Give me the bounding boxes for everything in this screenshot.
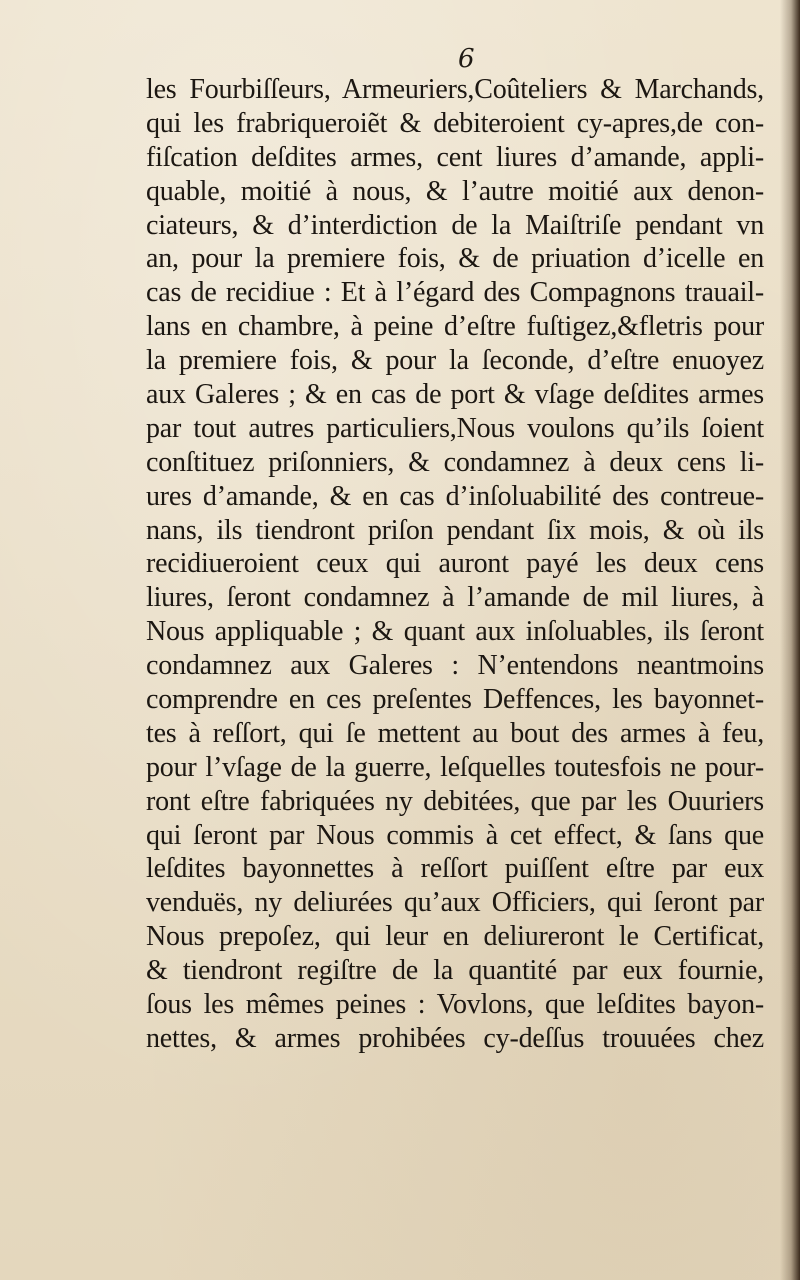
text-line-7: cas de recidiue : Et à l’égard des Compagnons trauail-: [146, 277, 764, 309]
body-text: [146, 73, 764, 1056]
text-line-6: an, pour la premiere fois, & de priuation d’icelle en: [146, 243, 764, 275]
text-line-16: liures, ſeront condamnez à l’amande de mil liures, à: [146, 582, 764, 614]
text-line-12: conſtituez priſonniers, & condamnez à deux cens li-: [146, 446, 764, 478]
text-line-8: lans en chambre, à peine d’eſtre fuſtigez,&fletris pour: [146, 311, 764, 343]
text-line-20: tes à reſſort, qui ſe mettent au bout des armes à feu,: [146, 717, 764, 749]
page-spine-edge: [780, 0, 800, 1280]
text-line-21: pour l’vſage de la guerre, leſquelles toutesfois ne pour-: [146, 751, 764, 783]
text-line-3: fiſcation deſdites armes, cent liures d’amande, appli-: [146, 141, 764, 173]
text-line-29: nettes, & armes prohibées cy-deſſus trouuées chez: [146, 1022, 764, 1054]
text-line-11: par tout autres particuliers,Nous voulons qu’ils ſoient: [146, 412, 764, 444]
text-line-15: recidiueroient ceux qui auront payé les deux cens: [146, 548, 764, 580]
page-number: 6: [458, 44, 475, 74]
text-line-19: comprendre en ces preſentes Deffences, les bayonnet-: [146, 684, 764, 716]
text-line-23: qui ſeront par Nous commis à cet effect, & ſans que: [146, 819, 764, 851]
text-line-13: ures d’amande, & en cas d’inſoluabilité des contreue-: [146, 480, 764, 512]
text-line-22: ront eſtre fabriquées ny debitées, que par les Ouuriers: [146, 785, 764, 817]
text-line-4: quable, moitié à nous, & l’autre moitié aux denon-: [146, 175, 764, 207]
text-line-9: la premiere fois, & pour la ſeconde, d’eſtre enuoyez: [146, 345, 764, 377]
text-line-18: condamnez aux Galeres : N’entendons neantmoins: [146, 650, 764, 682]
text-line-26: Nous prepoſez, qui leur en deliureront le Certificat,: [146, 921, 764, 953]
text-line-25: venduës, ny deliurées qu’aux Officiers, qui ſeront par: [146, 887, 764, 919]
text-line-10: aux Galeres ; & en cas de port & vſage deſdites armes: [146, 379, 764, 411]
text-line-27: & tiendront regiſtre de la quantité par eux fournie,: [146, 955, 764, 987]
text-line-1: les Fourbiſſeurs, Armeuriers,Coûteliers & Marchands,: [146, 74, 764, 105]
text-line-14: nans, ils tiendront priſon pendant ſix mois, & où ils: [146, 514, 764, 546]
text-line-28: ſous les mêmes peines : Vovlons, que leſdites bayon-: [146, 989, 764, 1021]
text-line-24: leſdites bayonnettes à reſſort puiſſent eſtre par eux: [146, 853, 764, 885]
text-line-2: qui les frabriqueroiẽt & debiteroient cy-apres,de con-: [146, 107, 764, 139]
text-line-5: ciateurs, & d’interdiction de la Maiſtriſe pendant vn: [146, 209, 764, 241]
text-line-17: Nous appliquable ; & quant aux inſoluables, ils ſeront: [146, 616, 764, 648]
